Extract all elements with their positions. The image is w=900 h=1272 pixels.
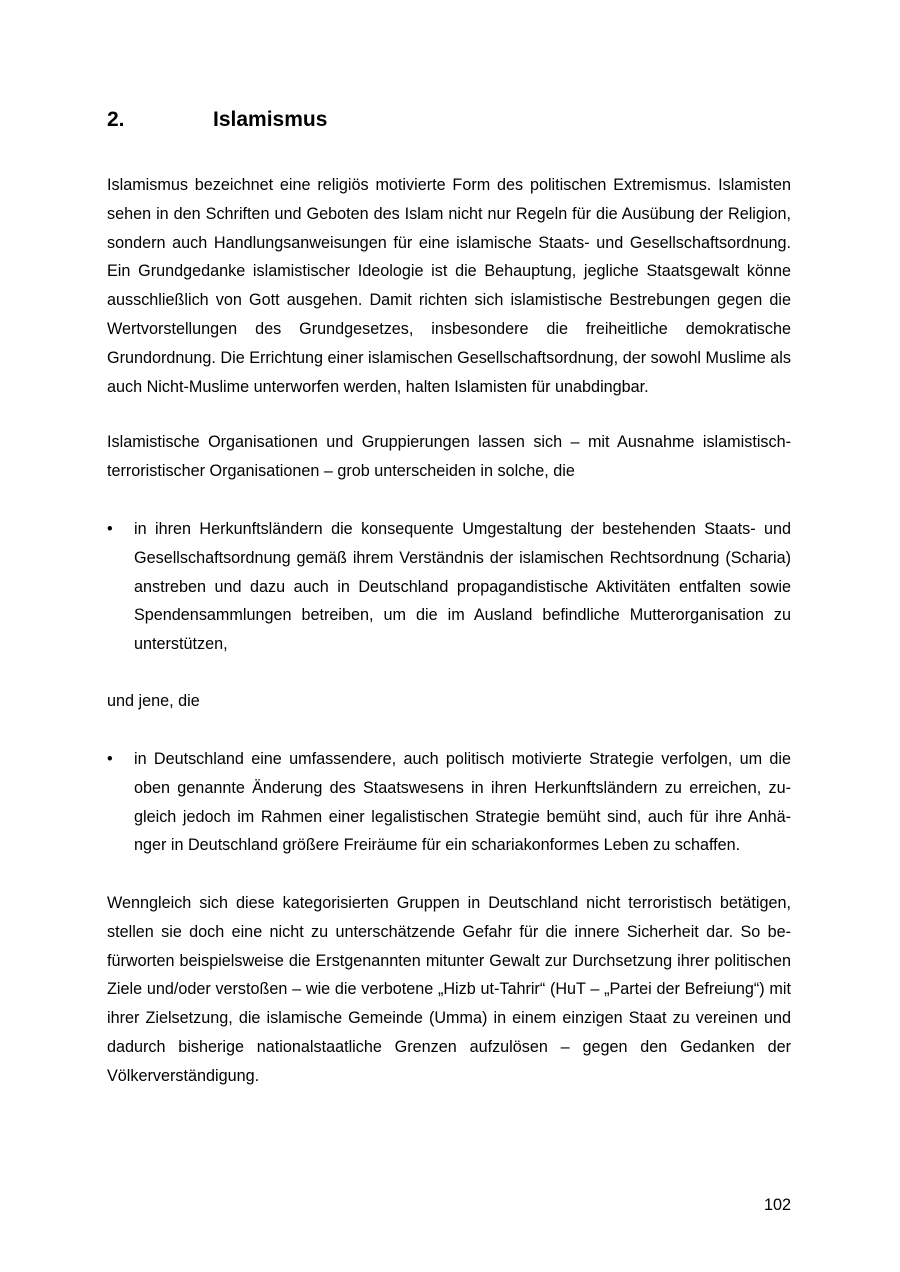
bullet-text-second: in Deutschland eine umfassendere, auch politisch motivierte Strategie verfolgen, um die oben genannte Änderung des Staatswesens in ihren Herkunftsländern zu erreichen, zugleich jedoch im Rahmen einer legalistischen Strategie bemüht sind, auch für ihre Anhänger in Deutschland größere Freiräume für ein schariakonformes Leben zu schaffen. (134, 750, 791, 855)
paragraph-and-those: und jene, die (107, 692, 200, 710)
paragraph-organisations: Islamistische Organisationen und Gruppierungen lassen sich – mit Ausnahme islamistisch-terroristischer Organisationen – grob unterscheiden in solche, die (107, 433, 791, 480)
bullet-icon: • (107, 520, 113, 538)
bullet-icon: • (107, 750, 113, 768)
paragraph-intro: Islamismus bezeichnet eine religiös motivierte Form des politischen Extremismus. Islamisten sehen in den Schriften und Geboten des Islam nicht nur Regeln für die Ausübung der Religion, sondern auch Handlungsanweisungen für eine islamische Staats- und Gesellschaftsordnung. Ein Grundgedanke islamistischer Ideologie ist die Behauptung, jegliche Staatsgewalt könne ausschließlich von Gott ausgehen. Damit richten sich islamistische Bestrebungen gegen die Wertvorstellungen des Grundgesetzes, insbesondere die freiheitliche demokratische Grundordnung. Die Errichtung einer islamischen Gesellschaftsordnung, der sowohl Muslime als auch Nicht-Muslime unterworfen werden, halten Islamisten für unabdingbar. (107, 176, 791, 396)
paragraph-conclusion: Wenngleich sich diese kategorisierten Gruppen in Deutschland nicht terroristisch betätigen, stellen sie doch eine nicht zu unterschätzende Gefahr für die innere Sicherheit dar. So befürworten beispielsweise die Erstgenannten mitunter Gewalt zur Durchsetzung ihrer politischen Ziele und/oder verstoßen – wie die verbotene „Hizb ut-Tahrir“ (HuT – „Partei der Befreiung“) mit ihrer Zielsetzung, die islamische Gemeinde (Umma) in einem einzigen Staat zu vereinen und dadurch bisherige nationalstaatliche Grenzen aufzulösen – gegen den Gedanken der Völkerverständigung. (107, 894, 791, 1085)
bullet-text-first: in ihren Herkunftsländern die konsequente Umgestaltung der bestehenden Staats- und Gesellschaftsordnung gemäß ihrem Verständnis der islamischen Rechtsordnung (Scharia) anstreben und dazu auch in Deutschland propagandistische Aktivitäten entfalten sowie Spendensammlungen betreiben, um die im Ausland befindliche Mutterorganisation zu unterstützen, (134, 520, 791, 654)
section-number: 2. (107, 108, 125, 131)
section-title: Islamismus (213, 108, 328, 131)
page-number: 102 (763, 1196, 791, 1214)
